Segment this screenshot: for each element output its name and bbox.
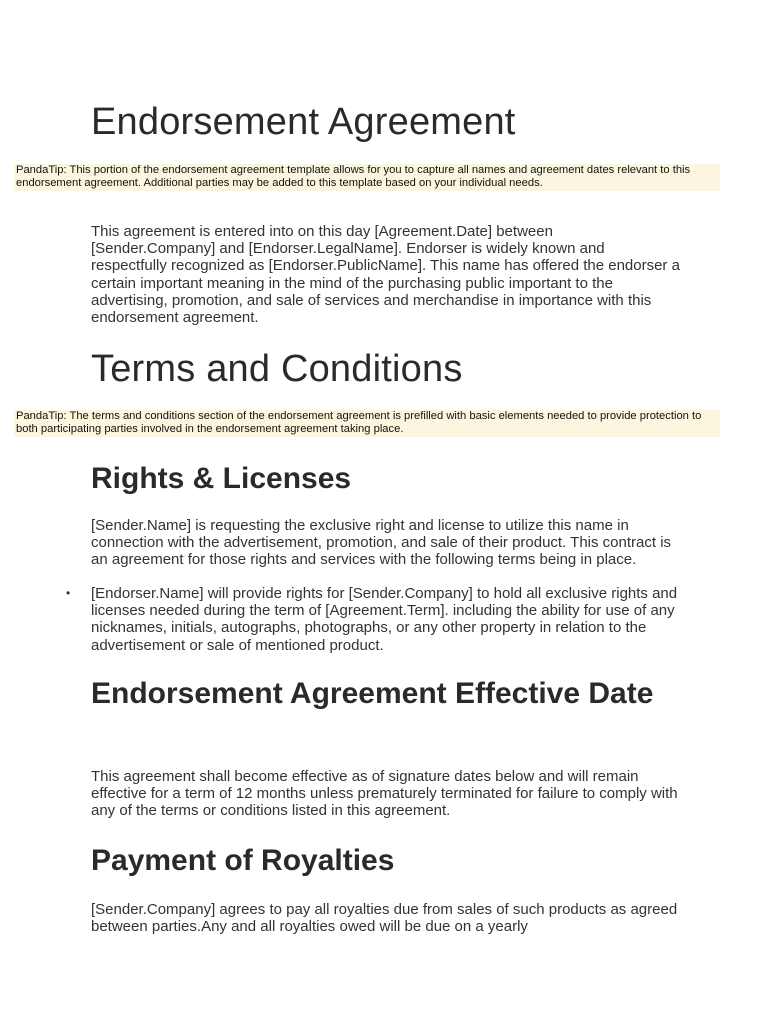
rights-heading: Rights & Licenses [91, 462, 352, 495]
rights-paragraph: [Sender.Name] is requesting the exclusive right and license to utilize this name in connection with the advertisement, promotion, and sale of their product. This contract is an agreement for those rights and services with the following terms being in place. [91, 517, 672, 569]
royalties-paragraph: [Sender.Company] agrees to pay all royalties due from sales of such products as agreed between parties.Any and all royalties owed will be due on a yearly [91, 901, 678, 936]
rights-bullet-text: [Endorser.Name] will provide rights for [Sender.Company] to hold all exclusive rights and licenses needed during the term of [Agreement.Term]. including the ability for use of any nicknames, initials, autographs, photographs, or any other property in relation to the advertisement or sale of mentioned product. [91, 585, 678, 654]
effective-date-heading: Endorsement Agreement Effective Date [91, 677, 654, 710]
document-title: Endorsement Agreement [91, 101, 516, 143]
terms-heading: Terms and Conditions [91, 348, 463, 390]
bullet-icon: • [66, 586, 71, 600]
panda-tip-terms: PandaTip: The terms and conditions section of the endorsement agreement is prefilled with basic elements needed to provide protection to both participating parties involved in the endorsement agreement taking place. [14, 410, 720, 437]
panda-tip-parties: PandaTip: This portion of the endorsement agreement template allows for you to capture all names and agreement dates relevant to this endorsement agreement. Additional parties may be added to this template based on your individual needs. [14, 164, 720, 191]
effective-date-paragraph: This agreement shall become effective as of signature dates below and will remain effective for a term of 12 months unless prematurely terminated for failure to comply with any of the terms or conditions listed in this agreement. [91, 768, 678, 820]
intro-paragraph: This agreement is entered into on this day [Agreement.Date] between [Sender.Company] and [Endorser.LegalName]. Endorser is widely known and respectfully recognized as [Endorser.PublicName]. This name has offered the endorser a certain important meaning in the mind of the purchasing public important to the advertising, promotion, and sale of services and merchandise in importance with this endorsement agreement. [91, 223, 680, 327]
royalties-heading: Payment of Royalties [91, 844, 395, 877]
